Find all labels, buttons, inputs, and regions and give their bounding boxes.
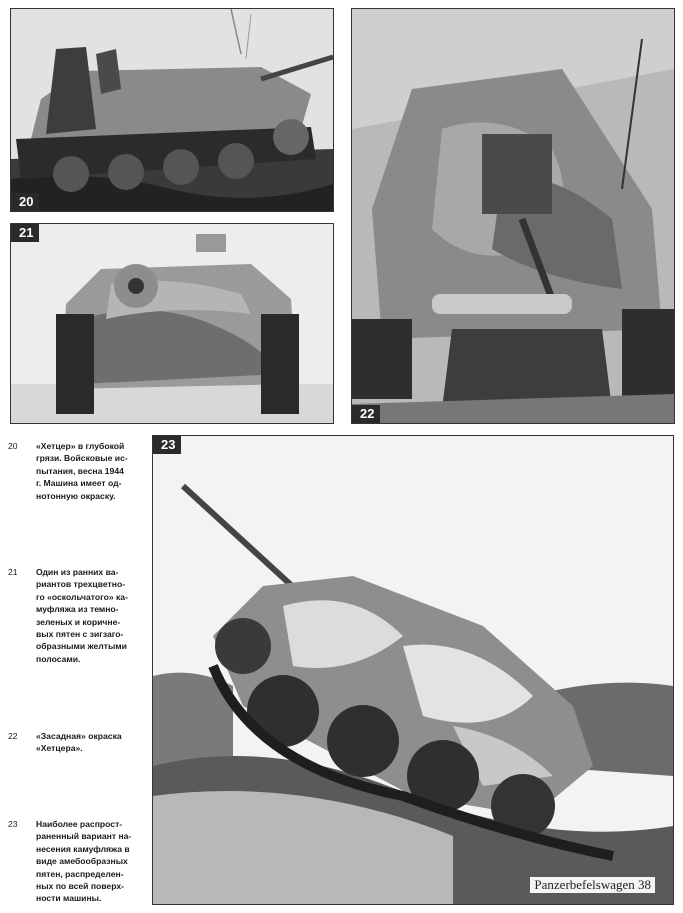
footer-source: Panzerbefelswagen 38 [530,877,655,893]
caption-text [36,440,148,502]
caption-text [36,818,148,905]
caption-line: образными желтыми [36,641,127,652]
caption-line: Наиболее распрост- [36,819,123,829]
caption-line: полосами. [36,653,81,664]
caption-line: вых пятен с зигзаго- [36,629,124,640]
photo-number-badge: 20 [11,193,39,211]
photo-21-image [11,224,333,423]
caption-number: 23 [8,819,18,829]
caption-line: несения камуфляжа в [36,843,130,854]
photo-number-badge: 21 [11,224,39,242]
caption-number: 22 [8,731,18,741]
caption-line: виде амебообразных [36,856,128,867]
caption-line: пытания, весна 1944 [36,465,124,476]
caption-line: грязи. Войсковые ис- [36,453,128,464]
photo-23-image [153,436,673,904]
caption-line: г. Машина имеет од- [36,478,122,489]
caption-line: пятен, распределен- [36,868,124,879]
caption-number: 20 [8,441,18,451]
caption-line: «Хетцер» в глубокой [36,441,125,451]
photo-20-image [11,9,333,211]
photo-23 [152,435,674,905]
caption-line: раненный вариант на- [36,831,132,842]
caption-line: го «оскольчатого» ка- [36,591,128,602]
caption-line: Один из ранних ва- [36,567,119,577]
caption-line: ных по всей поверх- [36,881,124,892]
caption-line: «Хетцера». [36,743,83,754]
photo-number-badge: 22 [352,405,380,423]
caption-text [36,730,148,755]
caption-line: «Засадная» окраска [36,731,122,741]
caption-line: ности машины. [36,893,102,904]
caption-text [36,566,148,665]
photo-number-badge: 23 [153,436,181,454]
caption-line: риантов трехцветно- [36,579,126,590]
photo-22 [351,8,675,424]
photo-20 [10,8,334,212]
caption-line: зеленых и коричне- [36,616,121,627]
photo-21 [10,223,334,424]
caption-line: нотонную окраску. [36,490,116,501]
photo-22-image [352,9,674,423]
caption-line: муфляжа из темно- [36,604,119,615]
caption-number: 21 [8,567,18,577]
